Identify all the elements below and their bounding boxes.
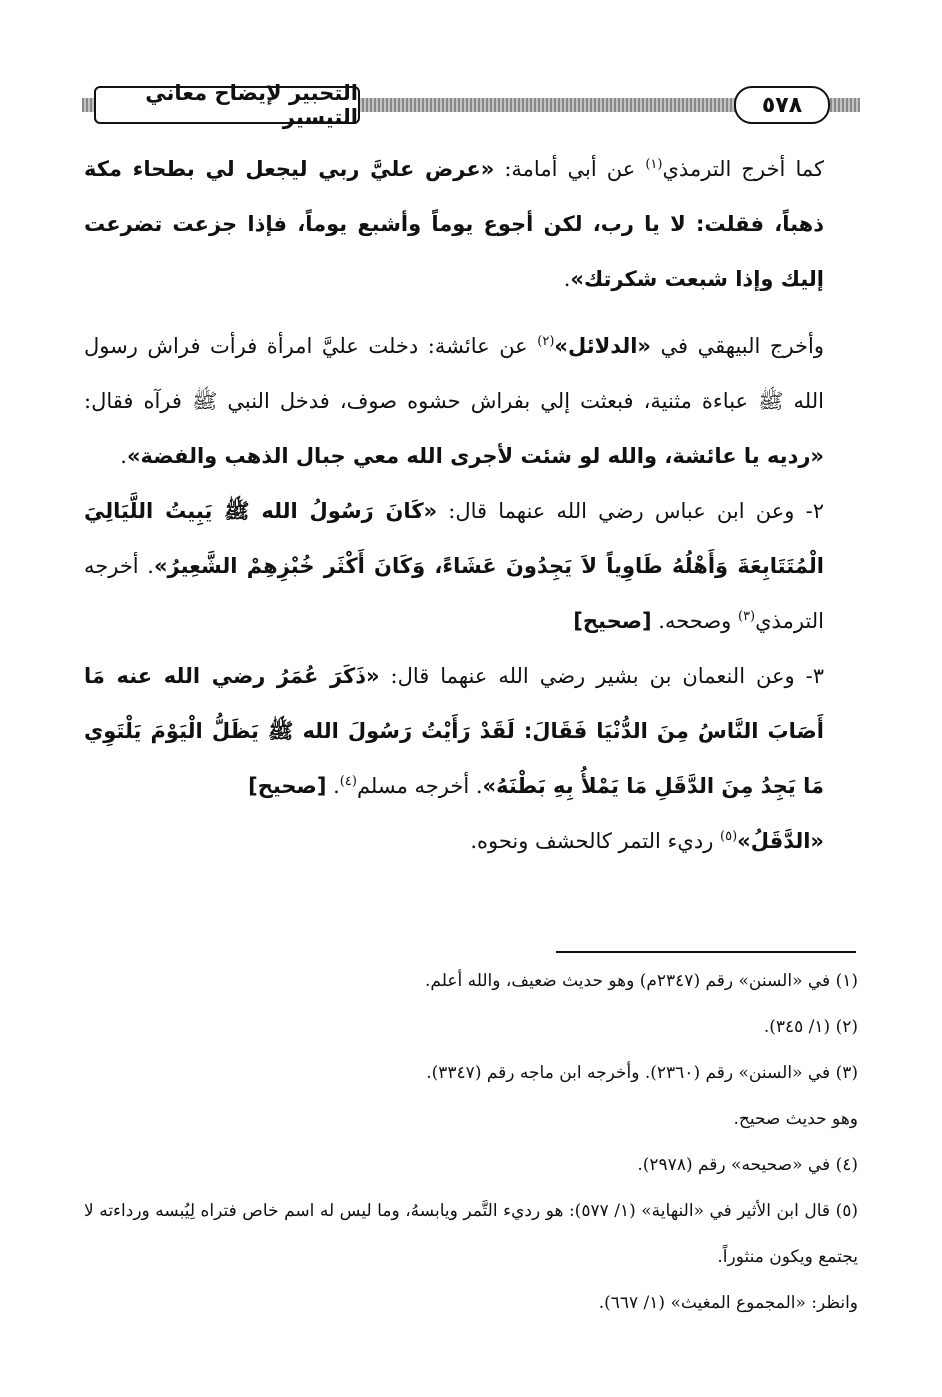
text-run: . xyxy=(563,267,571,291)
text-run: . xyxy=(326,774,340,798)
word-explanation xyxy=(84,814,860,869)
footnote-separator xyxy=(556,951,856,953)
text-run: وصححه. xyxy=(651,609,738,633)
footnote-5: (٥) قال ابن الأثير في «النهاية» (١/ ٥٧٧): هو رديء التَّمر ويابسهُ، وما ليس له اسم خاص فتراه لِيُبسه ورداءته لا يجتمع ويكون منثوراً. xyxy=(84,1201,858,1267)
footnote-2: (٢) (١/ ٣٤٥). xyxy=(763,1017,858,1037)
paragraph-tirmidhi xyxy=(84,142,860,307)
text-run: كما أخرج الترمذي xyxy=(662,157,824,181)
text-run: ٢- وعن ابن عباس رضي الله عنهما قال: xyxy=(437,499,824,523)
explained-word: «الدَّقَلُ» xyxy=(737,829,824,853)
text-run: . xyxy=(120,444,127,468)
text-run: . أخرجه مسلم xyxy=(356,774,483,798)
grade-label: [صحيح] xyxy=(573,609,652,633)
footnote-ref-4: (٤) xyxy=(339,774,357,789)
page-header xyxy=(82,81,860,130)
book-title: التحبير لإيضاح معاني التيسير xyxy=(94,86,360,124)
footnote-ref-3: (٣) xyxy=(737,609,756,624)
book-name: «الدلائل» xyxy=(554,334,652,358)
hadith-quote: «رديه يا عائشة، والله لو شئت لأجرى الله معي جبال الذهب والفضة» xyxy=(126,444,824,468)
footnote-1: (١) في «السنن» رقم (٢٣٤٧م) وهو حديث ضعيف، والله أعلم. xyxy=(424,971,858,991)
footnote-ref-2: (٢) xyxy=(537,334,555,349)
paragraph-bayhaqi xyxy=(84,319,860,484)
footnote-3-continued: وهو حديث صحيح. xyxy=(733,1109,858,1129)
hadith-quote: «ذَكَرَ عُمَرُ رضي الله عنه مَا أَصَابَ النَّاسُ مِنَ الدُّنْيَا فَقَالَ: لَقَدْ رَأَيْتُ رَسُولَ الله ﷺ يَظَلُّ الْيَوْمَ يَلْتَوِي مَا يَجِدُ مِنَ الدَّقَلِ مَا يَمْلأُ بِهِ بَطْنَهُ» xyxy=(84,664,824,798)
text-run: عن عائشة: دخلت عليَّ امرأة فرأت فراش رسول الله ﷺ عباءة مثنية، فبعثت إلي بفراش حشوه صوف، فدخل النبي ﷺ فرآه فقال: xyxy=(84,334,824,413)
hadith-3 xyxy=(84,649,860,814)
text-run: رديء التمر كالحشف ونحوه. xyxy=(470,829,721,853)
footnote-4: (٤) في «صحيحه» رقم (٢٩٧٨). xyxy=(637,1155,858,1175)
text-run: . أخرجه الترمذي xyxy=(84,554,824,633)
text-run: ٣- وعن النعمان بن بشير رضي الله عنهما قال: xyxy=(379,664,824,688)
hadith-quote: «كَانَ رَسُولُ الله ﷺ يَبِيتُ اللَّيَالِيَ الْمُتَتَابِعَةَ وَأَهْلُهُ طَاوِياً لاَ يَجِدُونَ عَشَاءً، وَكَانَ أَكْثَر خُبْزِهِمْ الشَّعِيرُ» xyxy=(84,499,824,578)
footnote-ref-5: (٥) xyxy=(720,829,738,844)
text-run: عن أبي أمامة: xyxy=(494,157,646,181)
hadith-2 xyxy=(84,484,860,649)
text-run: وأخرج البيهقي في xyxy=(651,334,824,358)
footnote-ref-1: (١) xyxy=(645,157,663,172)
footnote-3: (٣) في «السنن» رقم (٢٣٦٠). وأخرجه ابن ماجه رقم (٣٣٤٧). xyxy=(426,1063,858,1083)
hadith-quote: «عرض عليَّ ربي ليجعل لي بطحاء مكة ذهباً، فقلت: لا يا رب، لكن أجوع يوماً وأشبع يوماً، فإذا جزعت تضرعت إليك وإذا شبعت شكرتك» xyxy=(84,157,824,291)
main-text xyxy=(84,142,860,869)
page-number: ٥٧٨ xyxy=(734,86,830,124)
grade-label: [صحيح] xyxy=(248,774,327,798)
footnote-5-continued: وانظر: «المجموع المغيث» (١/ ٦٦٧). xyxy=(598,1293,858,1313)
footnotes xyxy=(84,958,858,1326)
